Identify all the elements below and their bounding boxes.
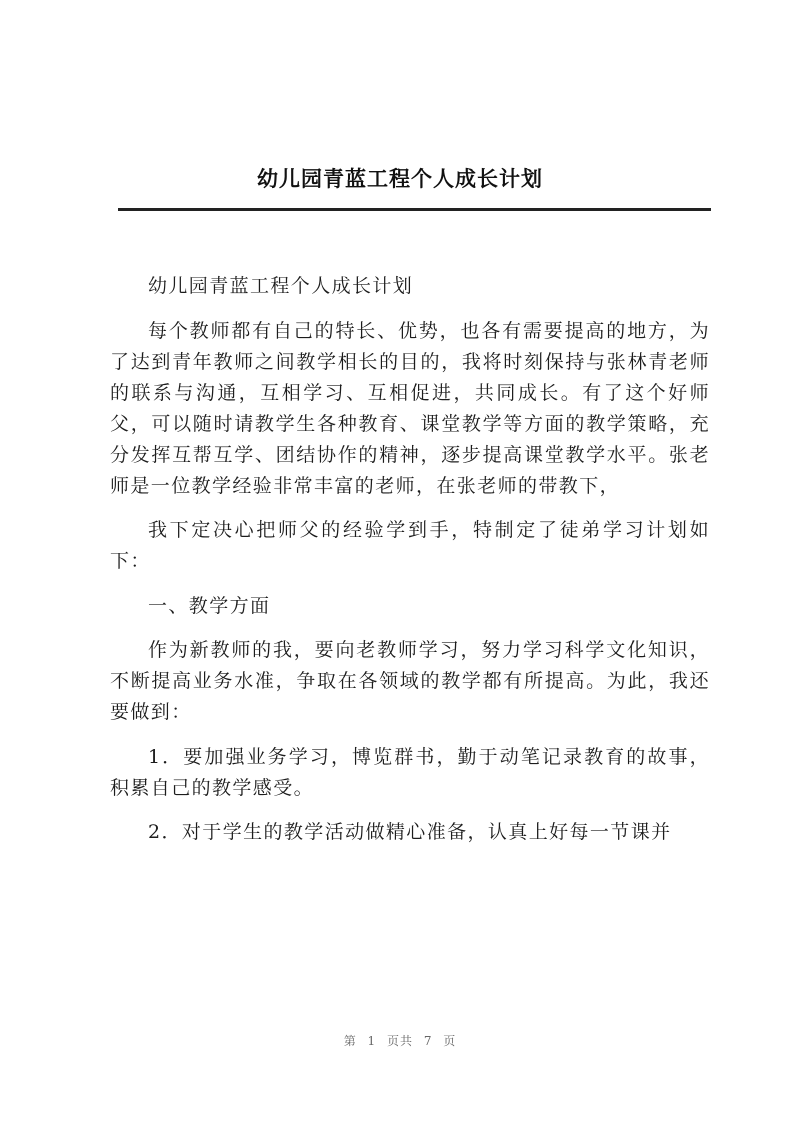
paragraph-teaching: 作为新教师的我，要向老教师学习，努力学习科学文化知识，不断提高业务水准，争取在各领域的教学都有所提高。为此，我还要做到： xyxy=(110,639,710,723)
document-body xyxy=(110,271,710,862)
page-footer: 第 1 页共 7 页 xyxy=(343,1034,457,1048)
document-title: 幼儿园青蓝工程个人成长计划 xyxy=(257,167,543,191)
paragraph-plan: 我下定决心把师父的经验学到手，特制定了徒弟学习计划如下： xyxy=(110,519,710,572)
section-heading-teaching: 一、教学方面 xyxy=(148,594,271,617)
title-divider xyxy=(118,208,711,211)
paragraph-heading: 幼儿园青蓝工程个人成长计划 xyxy=(148,275,414,297)
list-item-2: 2．对于学生的教学活动做精心准备，认真上好每一节课并 xyxy=(148,821,672,843)
list-item-1: 1．要加强业务学习，博览群书，勤于动笔记录教育的故事，积累自己的教学感受。 xyxy=(110,745,710,799)
paragraph-intro: 每个教师都有自己的特长、优势，也各有需要提高的地方，为了达到青年教师之间教学相长的目的，我将时刻保持与张林青老师的联系与沟通，互相学习、互相促进，共同成长。有了这个好师父，可以随时请教学生各种教育、课堂教学等方面的教学策略，充分发挥互帮互学、团结协作的精神，逐步提高课堂教学水平。张老师是一位教学经验非常丰富的老师，在张老师的带教下， xyxy=(110,319,710,497)
